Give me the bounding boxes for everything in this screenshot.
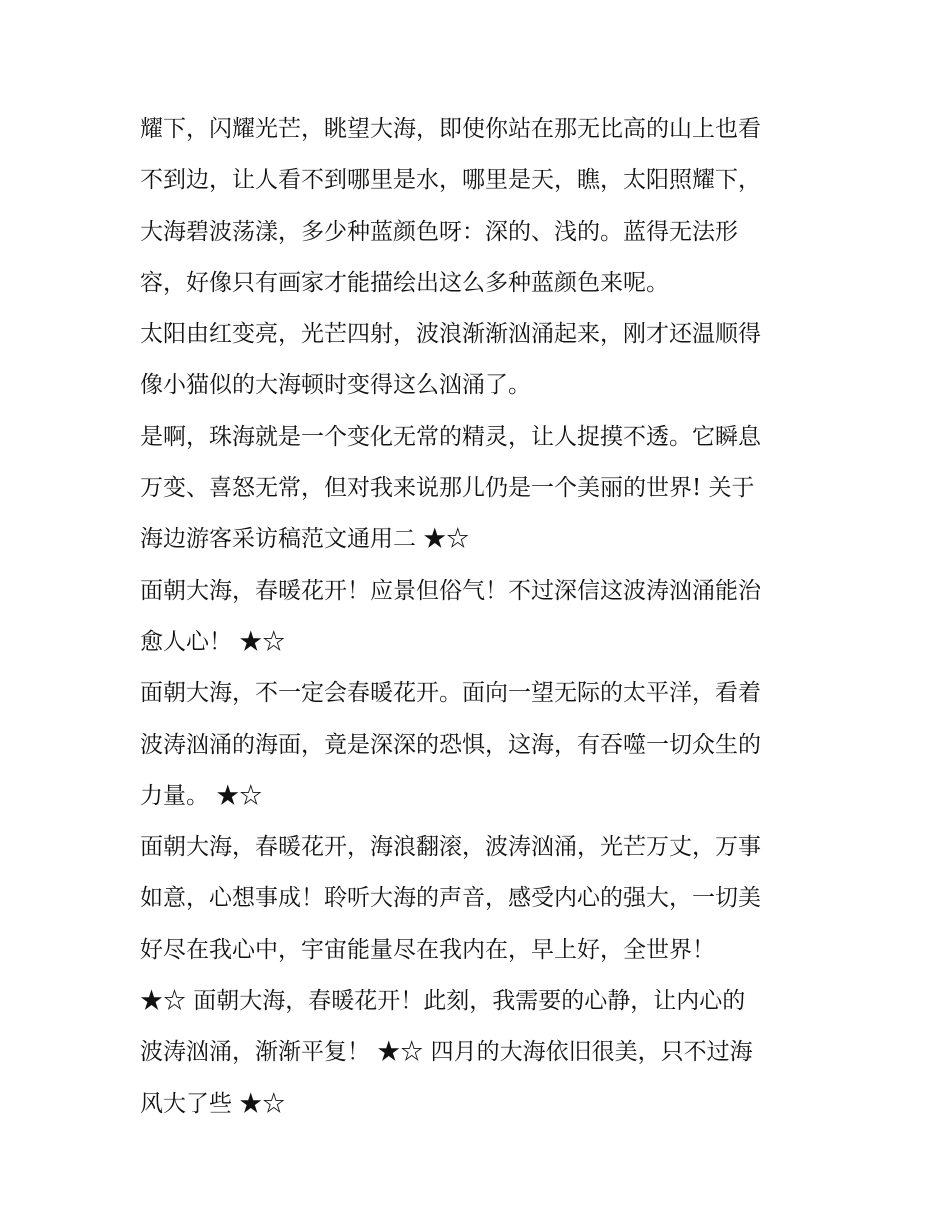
- text-line: 好尽在我心中，宇宙能量尽在我内在，早上好，全世界！: [140, 936, 715, 963]
- text-line: ★☆ 面朝大海，春暖花开！此刻，我需要的心静，让内心的: [140, 988, 746, 1015]
- text-line: 力量。 ★☆: [140, 782, 263, 809]
- text-line: 波涛汹涌的海面，竟是深深的恐惧，这海，有吞噬一切众生的: [140, 731, 761, 758]
- text-line: 万变、喜怒无常，但对我来说那儿仍是一个美丽的世界! 关于: [140, 475, 755, 502]
- text-line: 海边游客采访稿范文通用二 ★☆: [140, 526, 470, 553]
- text-line: 不到边，让人看不到哪里是水，哪里是天，瞧，太阳照耀下，: [140, 167, 761, 194]
- text-line: 面朝大海，春暖花开！应景但俗气！不过深信这波涛汹涌能治: [140, 577, 761, 604]
- text-line: 太阳由红变亮，光芒四射，波浪渐渐汹涌起来，刚才还温顺得: [140, 321, 761, 348]
- text-line: 如意，心想事成！聆听大海的声音，感受内心的强大，一切美: [140, 885, 761, 912]
- text-line: 耀下，闪耀光芒，眺望大海，即使你站在那无比高的山上也看: [140, 116, 761, 142]
- text-line: 风大了些 ★☆: [140, 1090, 286, 1117]
- text-line: 是啊，珠海就是一个变化无常的精灵，让人捉摸不透。它瞬息: [140, 423, 761, 450]
- text-line: 波涛汹涌，渐渐平复！ ★☆ 四月的大海依旧很美，只不过海: [140, 1039, 753, 1066]
- body-text: [140, 104, 820, 1130]
- text-line: 面朝大海，春暖花开，海浪翻滚，波涛汹涌，光芒万丈，万事: [140, 834, 761, 861]
- text-line: 大海碧波荡漾，多少种蓝颜色呀：深的、浅的。蓝得无法形: [140, 218, 738, 245]
- text-line: 容，好像只有画家才能描绘出这么多种蓝颜色来呢。: [140, 269, 669, 296]
- text-line: 像小猫似的大海顿时变得这么汹涌了。: [140, 372, 531, 399]
- text-line: 愈人心！ ★☆: [140, 628, 286, 655]
- text-line: 面朝大海，不一定会春暖花开。面向一望无际的太平洋，看着: [140, 680, 761, 707]
